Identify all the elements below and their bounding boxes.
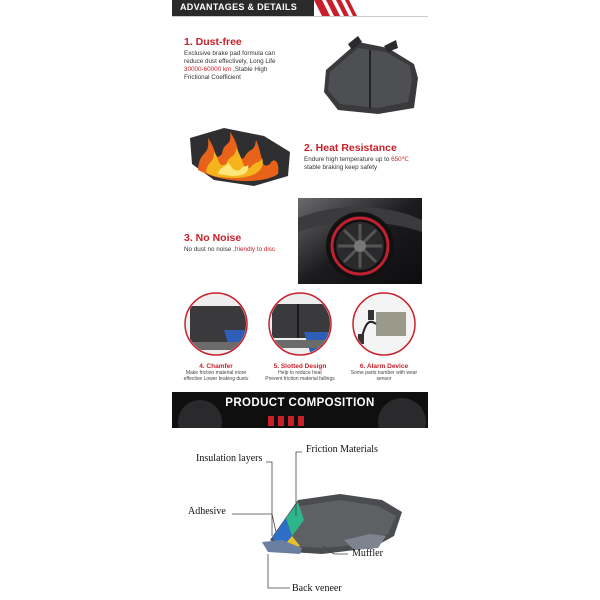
car-wheel-image (298, 198, 422, 284)
feature-dustfree-desc: Exclusive brake pad formula can reduce dust effectively, Long Life 30000-60000 km ,Stable High Frictional Coefficient (184, 50, 276, 81)
label-adhesive: Adhesive (188, 506, 226, 517)
section-header (172, 0, 428, 16)
slotted-desc: Help to reduce heat Prevent friction material fallings (265, 370, 335, 382)
header-divider (172, 16, 428, 17)
label-insulation-layers: Insulation layers (196, 453, 263, 464)
header-stripes-icon (312, 0, 372, 16)
brake-pad-image (318, 30, 422, 122)
label-back-veneer: Back veneer (292, 583, 342, 594)
alarm-desc: Some parts number with wear sensor (350, 370, 418, 382)
feature-slotted (260, 292, 340, 382)
product-detail-column (172, 0, 428, 600)
feature-nonoise-desc: No dust no noise ,friendly to disc (184, 246, 276, 253)
feature-chamfer (176, 292, 256, 382)
feature-heat-title: 2. Heat Resistance (304, 142, 397, 154)
feature-nonoise-title: 3. No Noise (184, 232, 242, 244)
feature-alarm (344, 292, 424, 382)
slotted-title: 5. Slotted Design (273, 363, 327, 370)
slotted-design-image (268, 292, 332, 356)
feature-dustfree-title: 1. Dust-free (184, 36, 242, 48)
chamfer-title: 4. Chamfer (199, 363, 233, 370)
brake-pad-flames-image (184, 118, 296, 196)
chamfer-desc: Make friction material more effective Lower braking dustv (183, 370, 249, 382)
label-friction-materials: Friction Materials (306, 444, 378, 455)
label-muffler: Muffler (352, 548, 383, 559)
header-title: ADVANTAGES & DETAILS (180, 2, 298, 12)
alarm-title: 6. Alarm Device (359, 363, 409, 370)
alarm-device-image (352, 292, 416, 356)
chamfer-image (184, 292, 248, 356)
product-composition-banner (172, 392, 428, 428)
composition-title: PRODUCT COMPOSITION (225, 397, 375, 409)
feature-heat-desc: Endure high temperature up to 650℃ stable braking keep safety (304, 156, 409, 171)
